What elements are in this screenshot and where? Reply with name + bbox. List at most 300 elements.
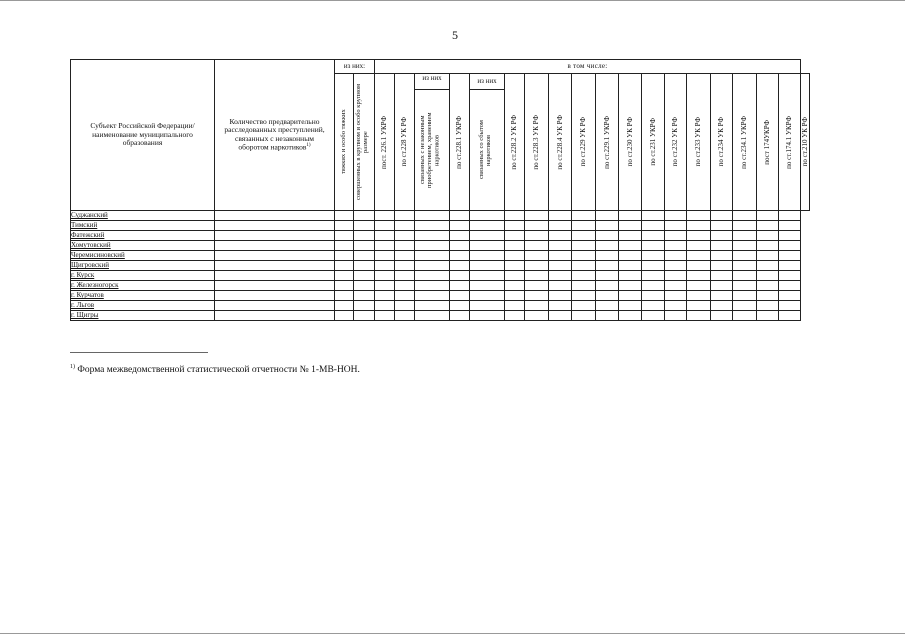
table-cell [687, 281, 711, 291]
table-cell [733, 231, 757, 241]
table-cell [711, 291, 733, 301]
table-cell [354, 241, 375, 251]
article-col-9 [619, 74, 642, 211]
table-cell [596, 261, 619, 271]
table-cell [450, 281, 470, 291]
grave-column-label: тяжких и особо тяжких [339, 109, 347, 175]
table-cell [596, 211, 619, 221]
footnote-text: Форма межведомственной статистической отчетности № 1-МВ-НОН. [77, 365, 360, 376]
article-label-17: по ст.210 УК РФ [801, 117, 809, 167]
count-column-footnote-marker: 1) [306, 143, 311, 149]
table-cell [354, 301, 375, 311]
table-cell [415, 291, 450, 301]
table-cell [733, 301, 757, 311]
table-cell [572, 261, 596, 271]
table-cell [665, 281, 687, 291]
row-label: Щигровский [71, 261, 215, 271]
table-cell [415, 211, 450, 221]
table-cell [619, 291, 642, 301]
table-cell [470, 291, 505, 301]
table-row [71, 251, 810, 261]
article-col-11 [665, 74, 687, 211]
row-label: г. Железногорск [71, 281, 215, 291]
table-cell [711, 231, 733, 241]
table-cell [549, 281, 572, 291]
table-cell [642, 251, 665, 261]
table-cell [665, 261, 687, 271]
table-cell [450, 211, 470, 221]
article-label-5: по ст.228.3 УК РФ [532, 114, 541, 170]
table-cell [642, 231, 665, 241]
table-cell [757, 241, 779, 251]
table-cell [733, 311, 757, 321]
table-cell [572, 311, 596, 321]
table-cell [733, 211, 757, 221]
table-cell [525, 211, 549, 221]
article-col-15 [757, 74, 779, 211]
table-cell [335, 231, 354, 241]
article-label-2: по ст.228 УК РФ [400, 117, 409, 167]
table-cell [505, 281, 525, 291]
article-col-3 [450, 74, 470, 211]
article-label-13: по ст.234 УК РФ [717, 117, 726, 167]
table-cell [757, 271, 779, 281]
table-cell [505, 251, 525, 261]
table-cell [687, 291, 711, 301]
count-column-label: Количество предварительно расследованных преступлений, связанных с незаконным оборотом наркотиков [224, 116, 325, 152]
of-them-subheader-2: из них [470, 74, 505, 90]
table-cell [642, 281, 665, 291]
table-cell [395, 241, 415, 251]
table-cell [642, 311, 665, 321]
acquisition-column-header [415, 90, 450, 211]
table-cell [470, 281, 505, 291]
article-label-3: по ст.228.1 УКРФ [455, 115, 464, 169]
table-cell [335, 211, 354, 221]
table-cell [687, 311, 711, 321]
table-cell [215, 281, 335, 291]
table-cell [215, 271, 335, 281]
table-cell [619, 211, 642, 221]
of-them-subheader-1: из них [415, 74, 450, 90]
table-cell [375, 211, 395, 221]
table-cell [711, 301, 733, 311]
article-col-17 [801, 74, 810, 211]
table-cell [395, 291, 415, 301]
table-cell [215, 241, 335, 251]
table-cell [335, 271, 354, 281]
table-cell [335, 281, 354, 291]
table-cell [415, 301, 450, 311]
sale-column-header [470, 90, 505, 211]
table-cell [733, 261, 757, 271]
table-cell [375, 221, 395, 231]
table-cell [687, 261, 711, 271]
table-cell [505, 221, 525, 231]
table-cell [395, 231, 415, 241]
table-cell [665, 211, 687, 221]
table-cell [415, 271, 450, 281]
table-cell [450, 301, 470, 311]
table-cell [375, 241, 395, 251]
table-row [71, 241, 810, 251]
table-body [71, 211, 810, 321]
table-cell [733, 271, 757, 281]
table-cell [757, 221, 779, 231]
article-col-5 [525, 74, 549, 211]
table-cell [619, 231, 642, 241]
article-col-10 [642, 74, 665, 211]
table-cell [665, 271, 687, 281]
table-cell [395, 271, 415, 281]
table-row [71, 311, 810, 321]
article-label-16: по ст.174.1 УКРФ [785, 115, 794, 169]
table-cell [525, 241, 549, 251]
table-cell [779, 281, 801, 291]
table-cell [757, 281, 779, 291]
row-label: Тимский [71, 221, 215, 231]
table-row [71, 271, 810, 281]
row-label: г. Льгов [71, 301, 215, 311]
table-cell [525, 221, 549, 231]
article-label-10: по ст.231 УКРФ [648, 118, 657, 166]
table-cell [572, 221, 596, 231]
table-cell [665, 311, 687, 321]
table-cell [687, 251, 711, 261]
table-cell [711, 261, 733, 271]
table-row [71, 291, 810, 301]
table-cell [335, 291, 354, 301]
table-cell [619, 221, 642, 231]
table-cell [757, 261, 779, 271]
table-cell [642, 271, 665, 281]
table-cell [549, 211, 572, 221]
table-row [71, 281, 810, 291]
table-cell [215, 231, 335, 241]
table-cell [354, 281, 375, 291]
table-cell [354, 211, 375, 221]
table-cell [779, 301, 801, 311]
table-row [71, 261, 810, 271]
table-cell [375, 311, 395, 321]
table-cell [470, 211, 505, 221]
table-cell [415, 261, 450, 271]
table-cell [779, 311, 801, 321]
table-cell [470, 221, 505, 231]
table-cell [572, 291, 596, 301]
subject-column-label: Субъект Российской Федерации/ наименование муниципального образования [90, 121, 195, 148]
in-total-header: в том числе: [375, 60, 801, 74]
table-cell [596, 291, 619, 301]
table-cell [779, 251, 801, 261]
table-cell [549, 251, 572, 261]
table-cell [642, 211, 665, 221]
table-cell [450, 271, 470, 281]
table-cell [505, 301, 525, 311]
table-cell [450, 261, 470, 271]
table-cell [642, 291, 665, 301]
table-cell [572, 281, 596, 291]
table-cell [665, 251, 687, 261]
table-cell [642, 261, 665, 271]
table-cell [215, 211, 335, 221]
table-cell [525, 291, 549, 301]
table-cell [335, 221, 354, 231]
table-cell [335, 261, 354, 271]
table-cell [375, 251, 395, 261]
table-cell [733, 281, 757, 291]
table-cell [415, 281, 450, 291]
article-col-12 [687, 74, 711, 211]
table-cell [596, 301, 619, 311]
table-cell [525, 261, 549, 271]
table-cell [215, 221, 335, 231]
table-cell [549, 241, 572, 251]
article-label-8: по ст.229.1 УКРФ [602, 115, 611, 169]
table-cell [757, 231, 779, 241]
table-cell [395, 311, 415, 321]
table-cell [354, 271, 375, 281]
table-row [71, 211, 810, 221]
article-col-14 [733, 74, 757, 211]
table-cell [215, 311, 335, 321]
footnote-separator [70, 352, 208, 353]
table-cell [596, 251, 619, 261]
table-cell [395, 261, 415, 271]
table-cell [711, 241, 733, 251]
table-cell [415, 251, 450, 261]
page-number: 5 [452, 28, 458, 42]
table-cell [354, 311, 375, 321]
table-cell [779, 211, 801, 221]
of-them-header: из них: [335, 60, 375, 74]
article-col-7 [572, 74, 596, 211]
table-cell [619, 281, 642, 291]
large-scale-column-header [354, 74, 375, 211]
table-cell [596, 311, 619, 321]
table-cell [354, 221, 375, 231]
table-cell [415, 221, 450, 231]
table-cell [525, 311, 549, 321]
table-cell [642, 221, 665, 231]
table-cell [395, 281, 415, 291]
article-label-9: по ст.230 УК РФ [625, 117, 634, 167]
page-bottom-edge [0, 633, 905, 634]
table-cell [733, 251, 757, 261]
article-col-4 [505, 74, 525, 211]
page-top-edge [0, 0, 905, 4]
table-cell [779, 261, 801, 271]
table-cell [711, 251, 733, 261]
table-cell [757, 251, 779, 261]
subject-column-header [71, 60, 215, 211]
row-label: Суджанский [71, 211, 215, 221]
table-cell [619, 311, 642, 321]
table-cell [572, 241, 596, 251]
table-cell [711, 211, 733, 221]
article-label-6: по ст.228.4 УК РФ [555, 114, 564, 170]
article-col-8 [596, 74, 619, 211]
table-cell [687, 271, 711, 281]
row-label: Фатежский [71, 231, 215, 241]
article-label-4: по ст.228.2 УК РФ [510, 114, 519, 170]
table-cell [525, 281, 549, 291]
row-label: г. Курск [71, 271, 215, 281]
table-cell [375, 231, 395, 241]
table-cell [395, 251, 415, 261]
table-cell [665, 291, 687, 301]
table-cell [525, 301, 549, 311]
table-cell [335, 241, 354, 251]
table-cell [505, 231, 525, 241]
table-cell [757, 311, 779, 321]
table-cell [642, 301, 665, 311]
table-cell [215, 291, 335, 301]
table-row [71, 221, 810, 231]
table-cell [470, 301, 505, 311]
table-cell [779, 241, 801, 251]
article-label-12: по ст.233 УК РФ [694, 117, 703, 167]
table-cell [549, 231, 572, 241]
table-cell [596, 271, 619, 281]
table-cell [415, 311, 450, 321]
table-cell [596, 231, 619, 241]
article-col-2 [395, 74, 415, 211]
table-cell [757, 211, 779, 221]
table-cell [572, 271, 596, 281]
table-cell [619, 301, 642, 311]
table-cell [215, 301, 335, 311]
sale-column-label: связанных со сбытом наркотиков [478, 120, 493, 180]
count-column-header [215, 60, 335, 211]
table-cell [549, 271, 572, 281]
table-cell [549, 311, 572, 321]
article-label-14: по ст.234.1 УКРФ [740, 115, 749, 169]
row-label: г. Курчатов [71, 291, 215, 301]
table-cell [779, 291, 801, 301]
large-scale-column-label: совершенных в крупном и особо крупном размере [355, 83, 370, 201]
table-cell [450, 311, 470, 321]
table-cell [375, 271, 395, 281]
table-cell [525, 251, 549, 261]
table-cell [549, 291, 572, 301]
table-cell [687, 301, 711, 311]
table-cell [470, 271, 505, 281]
table-cell [711, 271, 733, 281]
table-cell [665, 231, 687, 241]
table-cell [375, 261, 395, 271]
table-cell [470, 231, 505, 241]
table-cell [505, 241, 525, 251]
table-cell [779, 221, 801, 231]
table-cell [549, 301, 572, 311]
table-cell [619, 271, 642, 281]
table-cell [215, 261, 335, 271]
table-cell [687, 211, 711, 221]
table-cell [335, 311, 354, 321]
table-cell [665, 241, 687, 251]
article-label-11: по ст.232 УК РФ [671, 117, 680, 167]
table-cell [505, 211, 525, 221]
table-cell [470, 251, 505, 261]
table-cell [733, 241, 757, 251]
footnote [70, 364, 360, 375]
table-cell [711, 281, 733, 291]
table-cell [395, 301, 415, 311]
article-col-1 [375, 74, 395, 211]
table-cell [450, 291, 470, 301]
table-cell [354, 291, 375, 301]
table-cell [687, 221, 711, 231]
table-cell [687, 231, 711, 241]
acquisition-column-label: связанных с незаконным приобретением, хранением наркотиков [419, 112, 441, 188]
article-label-15: пост 174УКРФ [763, 119, 772, 165]
table-cell [642, 241, 665, 251]
table-cell [354, 261, 375, 271]
table-cell [711, 311, 733, 321]
table-cell [619, 241, 642, 251]
table-cell [470, 311, 505, 321]
table-cell [572, 231, 596, 241]
table-cell [525, 231, 549, 241]
table-cell [572, 211, 596, 221]
article-col-13 [711, 74, 733, 211]
table-cell [596, 221, 619, 231]
table-cell [779, 271, 801, 281]
table-cell [733, 291, 757, 301]
table-row [71, 301, 810, 311]
table-cell [779, 231, 801, 241]
table-cell [757, 291, 779, 301]
row-label: Черемисиновский [71, 251, 215, 261]
article-label-1: пост. 226.1 УКРФ [380, 115, 389, 169]
table-cell [505, 311, 525, 321]
table-cell [375, 301, 395, 311]
table-cell [572, 301, 596, 311]
table-cell [505, 271, 525, 281]
table-cell [711, 221, 733, 231]
table-cell [450, 221, 470, 231]
table-cell [450, 241, 470, 251]
table-cell [733, 221, 757, 231]
table-cell [335, 301, 354, 311]
table-cell [596, 241, 619, 251]
table-cell [665, 301, 687, 311]
statistics-table [70, 59, 810, 321]
table-cell [415, 231, 450, 241]
article-col-6 [549, 74, 572, 211]
article-col-16 [779, 74, 801, 211]
table-cell [619, 251, 642, 261]
row-label: г. Щигры [71, 311, 215, 321]
table-cell [395, 211, 415, 221]
table-cell [572, 251, 596, 261]
table-cell [450, 251, 470, 261]
table-cell [354, 251, 375, 261]
row-label: Хомутовский [71, 241, 215, 251]
grave-column-header [335, 74, 354, 211]
table-cell [470, 261, 505, 271]
table-cell [757, 301, 779, 311]
table-cell [470, 241, 505, 251]
table-cell [215, 251, 335, 261]
table-row [71, 231, 810, 241]
table-cell [525, 271, 549, 281]
table-cell [596, 281, 619, 291]
footnote-marker: 1) [70, 364, 75, 370]
table-cell [687, 241, 711, 251]
table-cell [505, 261, 525, 271]
